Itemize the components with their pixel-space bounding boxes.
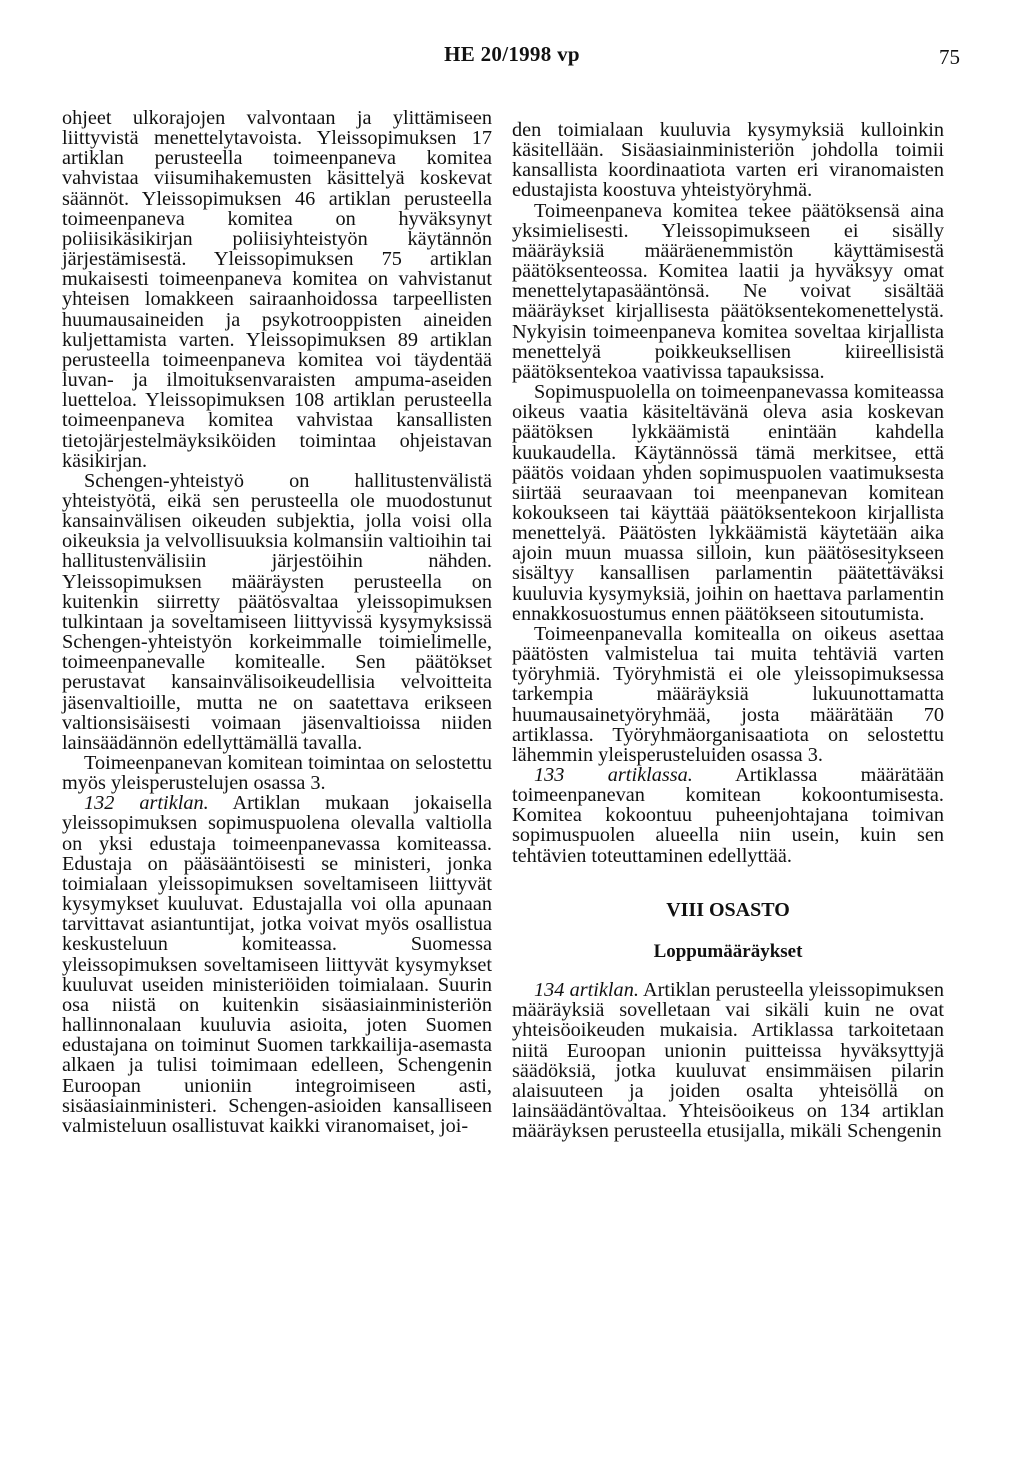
page-header [0,42,1024,76]
section-heading: VIII OSASTO [666,898,790,921]
article-label: 134 artiklan. [534,979,639,1002]
article-paragraph [512,765,944,866]
paragraph: Toimeenpanevan komitean toimintaa on selostettu myös yleisperustelujen osassa 3. [62,752,492,795]
sub-heading: Loppumääräykset [653,940,803,962]
article-text: Artiklan perusteella yleissopimuksen määräyksiä sovelletaan vai sikäli kuin ne ovat yhteisöoikeuden mukaisia. Artiklassa tarkoitetaan niitä Euroopan unionin puitteissa hyväksyttyjä säädöksiä, jotka kuuluvat ensimmäisen pilarin alaisuuteen ja joiden osalta yhteisöllä on lainsäädäntövaltaa. Yhteisöoikeus on 134 artiklan määräyksen perusteella etusijalla, mikäli Schengenin [512,979,944,1143]
article-paragraph [62,793,492,1136]
paragraph: Toimeenpaneva komitea tekee päätöksensä aina yksimielisesti. Yleissopimukseen ei sisälly määräyksiä määräenemmistön käyttämisestä päätöksenteossa. Komitea laatii ja hyväksyy omat menettelytapasääntönsä. Ne voivat sisältää määräykset kirjallisesta päätöksentekomenettelystä. Nykyisin toimeenpaneva komitea soveltaa kirjallista menettelyä poikkeuksellisen kiireellisistä päätöksentekoa vaativissa tapauksissa. [512,199,944,383]
paragraph: Schengen-yhteistyö on hallitustenvälistä yhteistyötä, eikä sen perusteella ole muodostunut kansainvälisen oikeuden subjektia, jolla voisi olla oikeuksia ja velvollisuuksia kolmansiin valtioihin tai hallitustenvälisiin järjestöihin nähden. Yleissopimuksen määräysten perusteella on kuitenkin siirretty päätösvaltaa yleissopimuksen tulkintaan ja soveltamiseen liittyvissä kysymyksissä Schengen-yhteistyön korkeimmalle toimielimelle, toimeenpanevalle komitealle. Sen päätökset perustavat kansainvälisoikeudellisia velvoitteita jäsenvaltioille, mutta ne on saatettava erikseen valtionsisäisesti voimaan jäsenvaltioissa niiden lainsäädännön edellyttämällä tavalla. [62,469,492,754]
article-text: Artiklassa määrätään toimeenpanevan komitean kokoontumisesta. Komitea kokoontuu puheenjohtajana toimivan sopimuspuolen alueella niin usein, kuin sen tehtävien toteuttaminen edellyttää. [512,764,944,867]
paragraph: Sopimuspuolella on toimeenpanevassa komiteassa oikeus vaatia käsiteltävänä oleva asia koskevan päätöksen lykkäämistä enintään kahdella kuukaudella. Käytännössä tämä merkitsee, että päätös voidaan yhden sopimuspuolen vaatimuksesta siirtää seuraavaan toi meenpanevan komitean kokoukseen tai käyttää päätöksentekoon kirjallista menettelyä. Päätösten lykkäämistä käytetään aika ajoin muun muassa silloin, kun päätösesitykseen sisältyy kansallisen parlamentin päätettäväksi kuuluvia kysymyksiä, joihin on haettava parlamentin ennakkosuostumus ennen päätökseen sitoutumista. [512,381,944,625]
article-label: 133 artiklassa. [534,764,693,786]
document-id: HE 20/1998 vp [444,42,580,66]
paragraph: Toimeenpanevalla komitealla on oikeus asettaa päätösten valmistelua tai muita tehtäviä varten työryhmiä. Työryhmistä ei ole yleissopimuksessa tarkempia määräyksiä lukuunottamatta huumausainetyöryhmää, josta määrätään 70 artiklassa. Työryhmäorganisaatiota on selostettu lähemmin yleisperusteluiden osassa 3. [512,622,944,766]
paragraph: den toimialaan kuuluvia kysymyksiä kulloinkin käsitellään. Sisäasiainministeriön johdolla toimii kansallista koordinaatiota varten eri viranomaisten edustajista koostuva yhteistyöryhmä. [512,119,944,202]
right-column [512,120,944,1141]
page-number: 75 [939,45,960,69]
article-label: 132 artiklan. [84,792,209,815]
left-column [62,108,492,1136]
paragraph: ohjeet ulkorajojen valvontaan ja ylittämiseen liittyvistä menettelytavoista. Yleissopimuksen 17 artiklan perusteella toimeenpaneva komitea vahvistaa viisumihakemusten käsittelyä koskevat säännöt. Yleissopimuksen 46 artiklan perusteella toimeenpaneva komitea on hyväksynyt poliisikäsikirjan poliisiyhteistyön käytännön järjestämisestä. Yleissopimuksen 75 artiklan mukaisesti toimeenpaneva komitea on vahvistanut yhteisen lomakkeen sairaanhoidossa tarpeellisten huumausaineiden ja psykotrooppisten aineiden kuljettamista varten. Yleissopimuksen 89 artiklan perusteella toimeenpaneva komitea voi täydentää luvan- ja ilmoituksenvaraisten ampuma-aseiden luetteloa. Yleissopimuksen 108 artiklan perusteella toimeenpaneva komitea vahvistaa kansallisten tietojärjestelmäyksiköiden toimintaa ohjeistavan käsikirjan. [62,107,492,472]
article-paragraph [512,980,944,1141]
article-text: Artiklan mukaan jokaisella yleissopimuksen sopimuspuolena olevalla valtiolla on yksi edustaja toimeenpanevassa komiteassa. Edustaja on pääsääntöisesti se ministeri, jonka toimialaan yleissopimuksen soveltamiseen liittyvät kysymykset kuuluvat. Edustajalla voi olla apunaan tarvittavat asiantuntijat, jotka voivat myös osallistua keskusteluun komiteassa. Suomessa yleissopimuksen soveltamiseen liittyvät kysymykset kuuluvat useiden ministeriöiden toimialaan. Suurin osa niistä on kuitenkin sisäasiainministeriön hallinnonalaan kuuluvia asioita, joten Suomen edustajana on toiminut Suomen tarkkailija-asemasta alkaen ja tulisi toimimaan edelleen, Schengenin Euroopan unioniin integroimiseen asti, sisäasiainministeri. Schengen-asioiden kansalliseen valmisteluun osallistuvat kaikki viranomaiset, joi- [62,792,492,1137]
